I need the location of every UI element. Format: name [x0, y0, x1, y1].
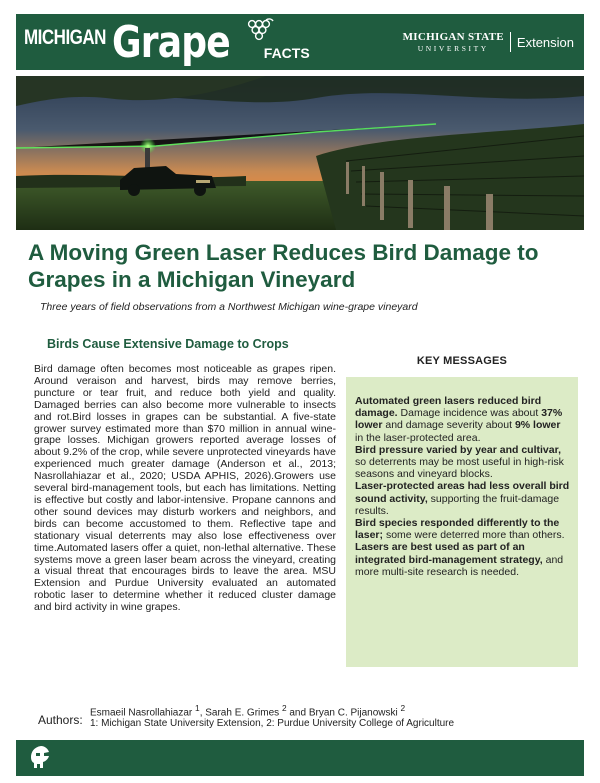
masthead: [16, 14, 584, 70]
logo-divider: [510, 32, 511, 52]
hero-photo-art: [16, 76, 584, 230]
grape-facts-logo: [24, 14, 310, 70]
key-message-5: Lasers are best used as part of an integrated bird-management strategy, and more multi-site research is needed.: [355, 541, 564, 578]
article-body: Bird damage often becomes most noticeable as grapes ripen. Around veraison and harvest, birds may remove berries, puncture or tear fruit, and reduce both yield and quality. Damaged berries can also become more vulnerable to insects and rot.Bird losses in grapes can be substantial. A five-state grower survey estimated more than $70 million in annual wine-grape losses. Michigan growers reported average losses of about 9.2% of the crop, while severe unprotected vineyards have experienced much greater damage (Anderson et al., 2013; Nasrollahiazar et al., 2020; USDA APHIS, 2026).Growers use several bird-management tools, but each has limitations. Netting is effective but costly and labor-intensive. Propane cannons and other sound devices may disturb workers and neighbors, and birds can become accustomed to them. Reflective tape and stationary visual deterrents may also lose effectiveness over time.Automated lasers offer a quiet, non-lethal alternative. These systems move a green laser beam across the vineyard, creating a visual threat that encourages birds to leave the area. MSU Extension and Purdue University evaluated an automated robotic laser to determine whether it reduced cluster damage and bird activity in wine grapes.: [34, 363, 336, 614]
key-message-2: Bird pressure varied by year and cultivar, so deterrents may be most useful in high-risk seasons and vineyard blocks.: [355, 443, 564, 481]
brand-michigan: MICHIGAN: [24, 25, 106, 49]
authors-names: Esmaeil Nasrollahiazar $^1$, Sarah E. Grimes $^2$ and Bryan C. Pijanowski $^2$: [90, 703, 406, 719]
msu-top: MICHIGAN STATE: [402, 30, 504, 43]
msu-wordmark: [403, 32, 504, 53]
footer-bar: [16, 740, 584, 776]
msu-extension-logo: [403, 32, 574, 53]
article-title: A Moving Green Laser Reduces Bird Damage to Grapes in a Michigan Vineyard: [28, 240, 539, 292]
author-affiliations: 1: Michigan State University Extension, 2: Purdue University College of Agriculture: [90, 718, 455, 729]
key-messages-title: KEY MESSAGES: [416, 355, 508, 367]
spartan-helmet-icon: [28, 745, 52, 771]
extension-label: Extension: [516, 34, 574, 50]
brand-facts: FACTS: [263, 45, 310, 61]
section-heading: Birds Cause Extensive Damage to Crops: [47, 337, 289, 351]
key-message-4: Bird species responded differently to the laser; some were deterred more than others.: [355, 517, 565, 542]
grape-cluster-icon: [246, 18, 274, 44]
key-message-3: Laser-protected areas had less overall bird sound activity, supporting the fruit-damage results.: [355, 480, 570, 517]
msu-bottom: UNIVERSITY: [417, 43, 489, 53]
article-subtitle: Three years of field observations from a Northwest Michigan wine-grape vineyard: [40, 301, 418, 313]
key-message-1: Automated green lasers reduced bird damage. Damage incidence was about 37% lower and damage severity about 9% lower in the laser-protected area.: [355, 395, 563, 444]
key-messages-box: [346, 377, 578, 667]
brand-grape: Grape: [111, 17, 230, 68]
vineyard-laser-photo: [16, 76, 584, 230]
authors-label: Authors:: [38, 713, 83, 727]
